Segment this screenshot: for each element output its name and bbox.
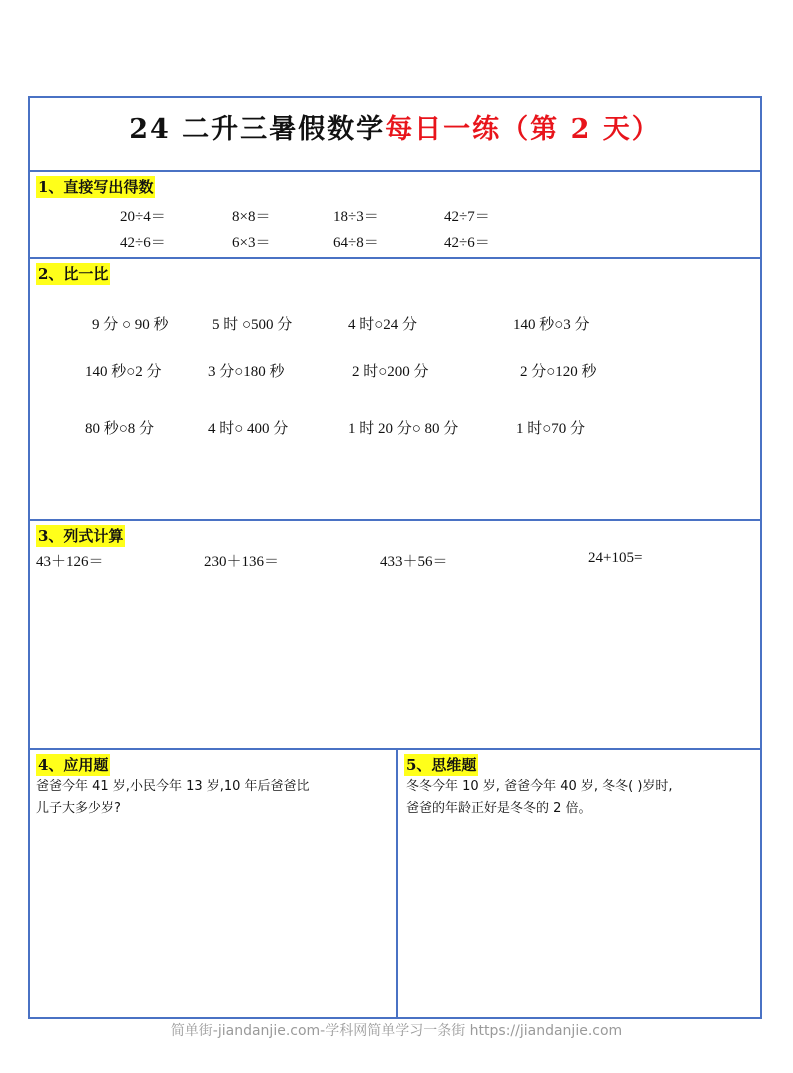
problem-item: 42÷6＝: [444, 235, 490, 251]
compare-item: 140 秒○3 分: [513, 317, 590, 333]
problem-text-line: 爸爸的年龄正好是冬冬的 2 倍。: [406, 801, 592, 816]
compare-item: 2 分○120 秒: [520, 364, 597, 380]
problem-text-line: 儿子大多少岁?: [36, 801, 121, 816]
compare-item: 80 秒○8 分: [85, 421, 155, 437]
compare-item: 140 秒○2 分: [85, 364, 162, 380]
problem-item: 18÷3＝: [333, 209, 379, 225]
problem-item: 42÷7＝: [444, 209, 490, 225]
calc-item: 433＋56＝: [380, 554, 448, 570]
problem-text-line: 冬冬今年 10 岁, 爸爸今年 40 岁, 冬冬( )岁时,: [406, 779, 673, 794]
problem-item: 20÷4＝: [120, 209, 166, 225]
section-label: 4、应用题: [38, 756, 109, 774]
compare-item: 5 时 ○500 分: [212, 317, 293, 333]
compare-item: 3 分○180 秒: [208, 364, 285, 380]
compare-item: 2 时○200 分: [352, 364, 429, 380]
title-highlight: 每日一练（第 2 天）: [385, 114, 661, 145]
section-label: 1、直接写出得数: [38, 178, 154, 196]
column-divider: [396, 750, 398, 1019]
compare-item: 4 时○ 400 分: [208, 421, 289, 437]
problem-text-line: 爸爸今年 41 岁,小民今年 13 岁,10 年后爸爸比: [36, 779, 310, 794]
application-problem: [36, 776, 310, 820]
problem-item: 64÷8＝: [333, 235, 379, 251]
footer-watermark: 简单街-jiandanjie.com-学科网简单学习一条街 https://jiandanjie.com: [170, 1023, 623, 1039]
section-label: 2、比一比: [38, 265, 109, 283]
compare-item: 1 时 20 分○ 80 分: [348, 421, 459, 437]
compare-item: 9 分 ○ 90 秒: [92, 317, 169, 333]
calc-item: 43＋126＝: [36, 554, 104, 570]
section-label: 3、列式计算: [38, 527, 124, 545]
calc-item: 24+105=: [588, 550, 643, 566]
section-compare: [30, 257, 760, 520]
section-word-problems: [30, 748, 760, 1019]
section-direct-answers: [30, 170, 760, 258]
thinking-problem: [406, 776, 673, 820]
problem-item: 8×8＝: [232, 209, 271, 225]
compare-item: 1 时○70 分: [516, 421, 586, 437]
page-title: [30, 98, 760, 170]
worksheet: [28, 96, 762, 1019]
section-label: 5、思维题: [406, 756, 477, 774]
problem-item: 6×3＝: [232, 235, 271, 251]
calc-item: 230＋136＝: [204, 554, 280, 570]
problem-item: 42÷6＝: [120, 235, 166, 251]
section-column-calc: [30, 519, 760, 749]
title-main: 24 二升三暑假数学: [129, 114, 386, 145]
compare-item: 4 时○24 分: [348, 317, 418, 333]
